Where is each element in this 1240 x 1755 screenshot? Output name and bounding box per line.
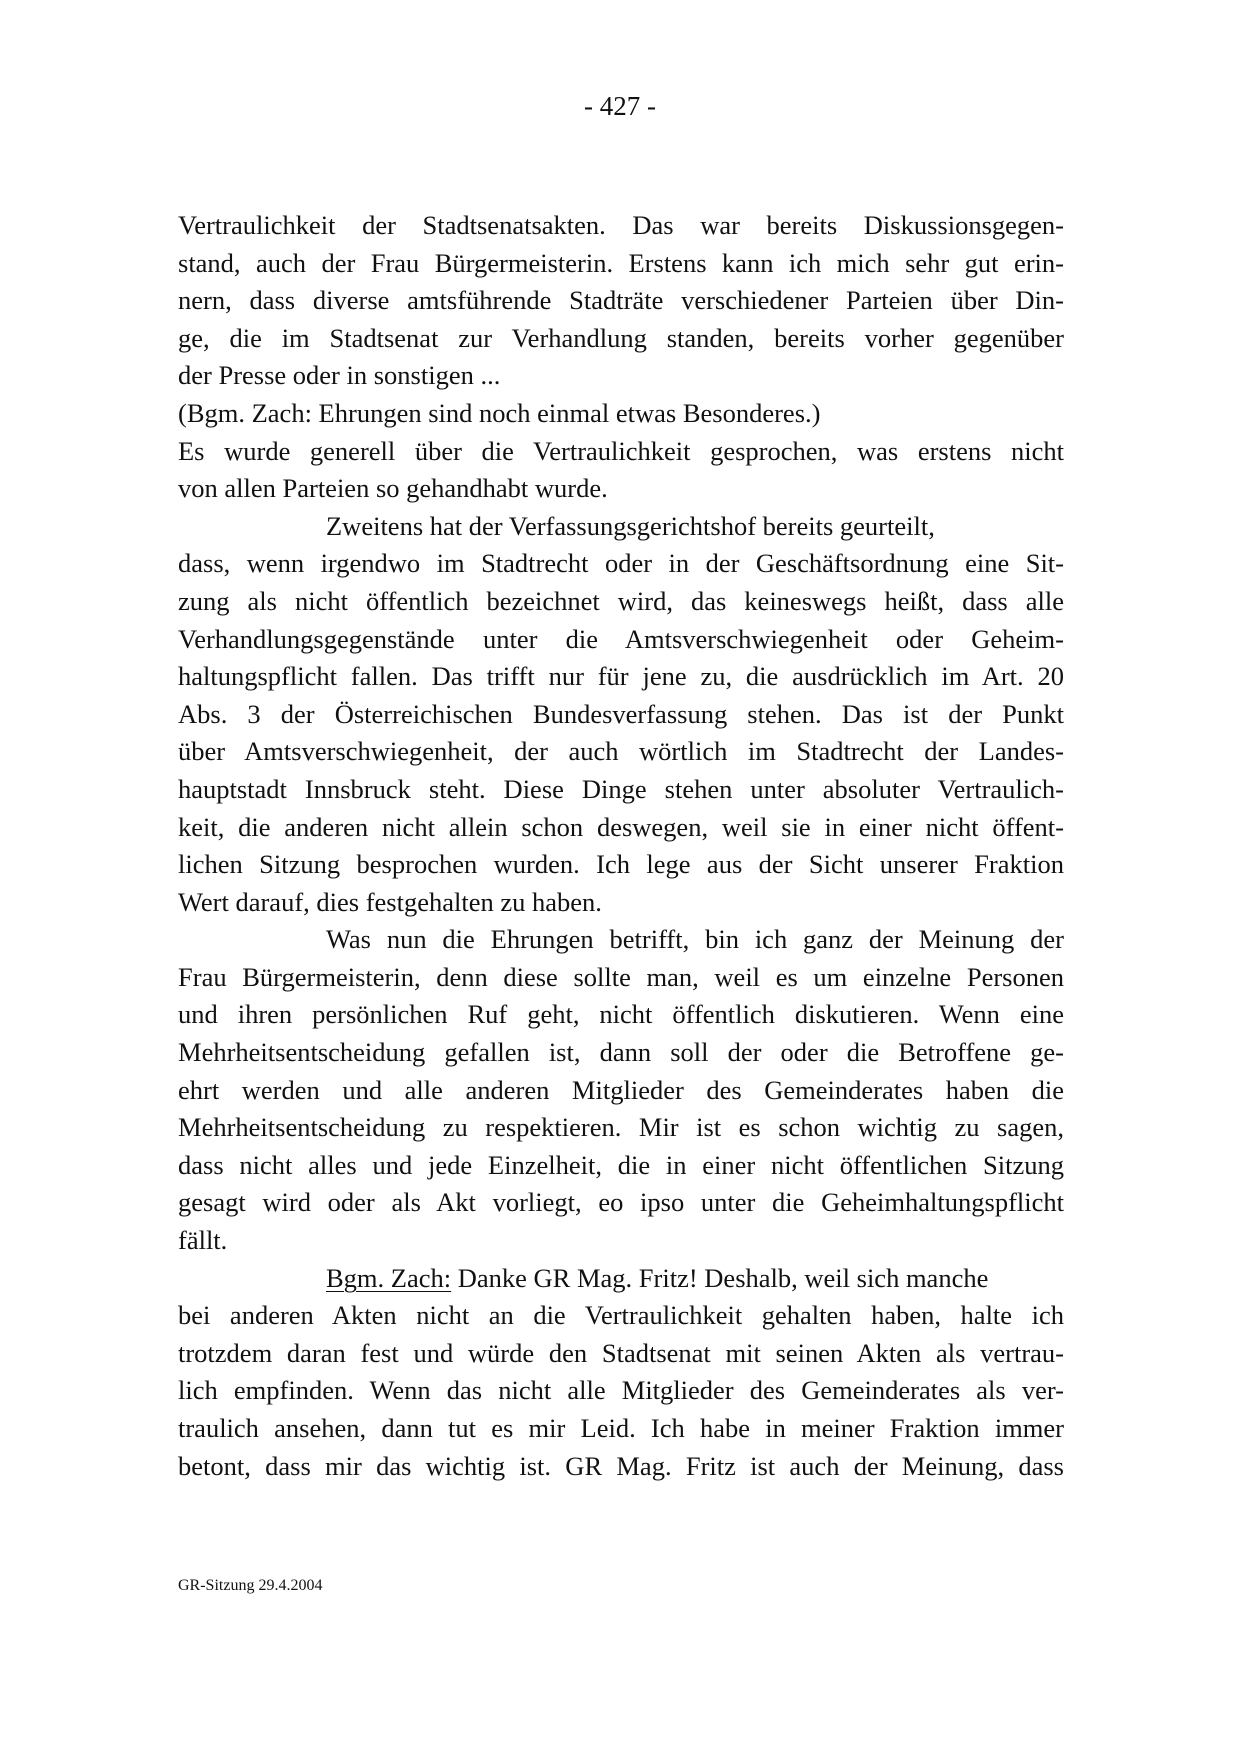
- text-line: Frau Bürgermeisterin, denn diese sollte man, weil es um einzelne Personen: [178, 961, 1064, 992]
- text-line: lich empfinden. Wenn das nicht alle Mitglieder des Gemeinderates als ver-: [178, 1375, 1064, 1406]
- text-line: nern, dass diverse amtsführende Stadträte verschiedener Parteien über Din-: [178, 285, 1064, 316]
- text-line: bei anderen Akten nicht an die Vertraulichkeit gehalten haben, halte ich: [178, 1300, 1064, 1331]
- speaker-label: Bgm. Zach:: [326, 1262, 452, 1293]
- text-line: Verhandlungsgegenstände unter die Amtsverschwiegenheit oder Geheim-: [178, 623, 1064, 654]
- text-line: und ihren persönlichen Ruf geht, nicht öffentlich diskutieren. Wenn eine: [178, 999, 1064, 1030]
- footer-session-date: GR-Sitzung 29.4.2004: [178, 1577, 323, 1594]
- text-line: fällt.: [178, 1225, 228, 1256]
- text-line: trotzdem daran fest und würde den Stadtsenat mit seinen Akten als vertrau-: [178, 1337, 1064, 1368]
- text-line: Vertraulichkeit der Stadtsenatsakten. Das war bereits Diskussionsgegen-: [178, 210, 1064, 240]
- speaker-line: [178, 1260, 1064, 1298]
- text-line: dass nicht alles und jede Einzelheit, die in einer nicht öffentlichen Sitzung: [178, 1149, 1064, 1180]
- text-line: Mehrheitsentscheidung zu respektieren. Mir ist es schon wichtig zu sagen,: [178, 1112, 1064, 1143]
- paragraph-start-line: Was nun die Ehrungen betrifft, bin ich ganz der Meinung der: [326, 924, 1064, 955]
- text-line: Wert darauf, dies festgehalten zu haben.: [178, 886, 602, 917]
- text-line: betont, dass mir das wichtig ist. GR Mag. Fritz ist auch der Meinung, dass: [178, 1450, 1064, 1481]
- text-line: dass, wenn irgendwo im Stadtrecht oder in der Geschäftsordnung eine Sit-: [178, 548, 1064, 579]
- text-line: stand, auch der Frau Bürgermeisterin. Erstens kann ich mich sehr gut erin-: [178, 247, 1064, 278]
- text-line: über Amtsverschwiegenheit, der auch wörtlich im Stadtrecht der Landes-: [178, 736, 1064, 767]
- text-line: hauptstadt Innsbruck steht. Diese Dinge stehen unter absoluter Vertraulich-: [178, 773, 1064, 804]
- text-line: der Presse oder in sonstigen ...: [178, 360, 501, 391]
- text-line: Mehrheitsentscheidung gefallen ist, dann soll der oder die Betroffene ge-: [178, 1037, 1064, 1068]
- text-line: zung als nicht öffentlich bezeichnet wird, das keineswegs heißt, dass alle: [178, 585, 1064, 616]
- page-number: - 427 -: [584, 91, 656, 121]
- text-line: gesagt wird oder als Akt vorliegt, eo ipso unter die Geheimhaltungspflicht: [178, 1187, 1064, 1218]
- text-line: haltungspflicht fallen. Das trifft nur für jene zu, die ausdrücklich im Art. 20: [178, 661, 1064, 692]
- text-line: Es wurde generell über die Vertraulichkeit gesprochen, was erstens nicht: [178, 435, 1064, 466]
- text-line: lichen Sitzung besprochen wurden. Ich lege aus der Sicht unserer Fraktion: [178, 849, 1064, 880]
- interjection-line: (Bgm. Zach: Ehrungen sind noch einmal etwas Besonderes.): [178, 397, 821, 428]
- text-line: traulich ansehen, dann tut es mir Leid. Ich habe in meiner Fraktion immer: [178, 1413, 1064, 1443]
- document-body: [178, 207, 1064, 1485]
- paragraph-start-line: Zweitens hat der Verfassungsgerichtshof bereits geurteilt,: [326, 510, 935, 541]
- text-line: keit, die anderen nicht allein schon deswegen, weil sie in einer nicht öffent-: [178, 811, 1064, 842]
- speaker-line-text: Danke GR Mag. Fritz! Deshalb, weil sich manche: [457, 1262, 989, 1293]
- text-line: von allen Parteien so gehandhabt wurde.: [178, 473, 608, 504]
- text-line: ge, die im Stadtsenat zur Verhandlung standen, bereits vorher gegenüber: [178, 322, 1064, 353]
- text-line: ehrt werden und alle anderen Mitglieder des Gemeinderates haben die: [178, 1074, 1064, 1105]
- text-line: Abs. 3 der Österreichischen Bundesverfassung stehen. Das ist der Punkt: [178, 698, 1064, 729]
